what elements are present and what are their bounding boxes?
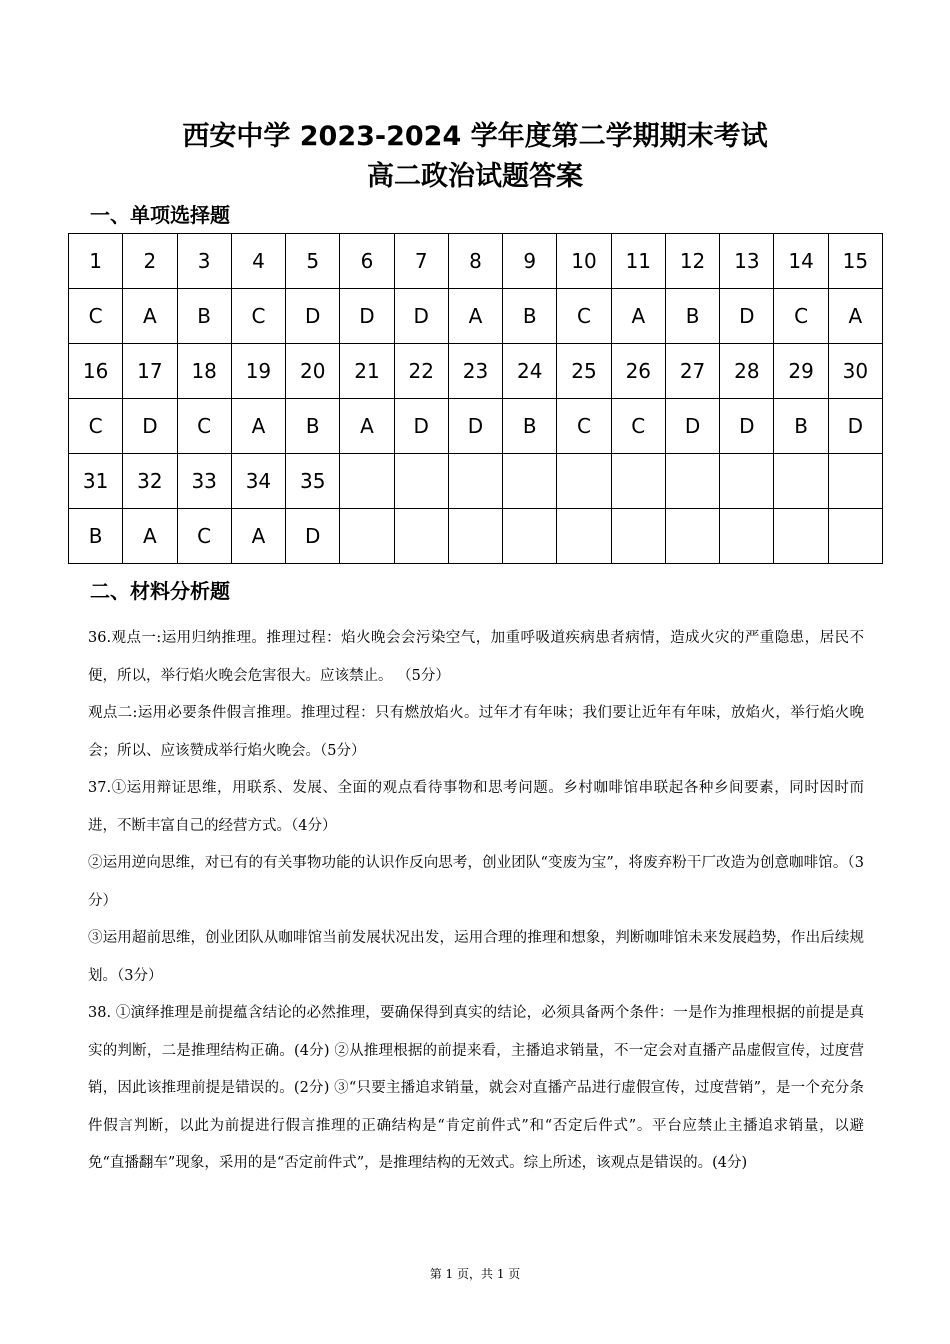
answer-cell: A xyxy=(123,509,177,564)
question-number-row xyxy=(69,454,883,509)
answer-cell: A xyxy=(448,289,502,344)
question-number-cell xyxy=(557,454,611,509)
question-number-cell: 20 xyxy=(286,344,340,399)
question-number-cell: 29 xyxy=(774,344,828,399)
answer-cell: A xyxy=(231,399,285,454)
answer-cell: D xyxy=(720,399,774,454)
answer-cell: B xyxy=(503,289,557,344)
answer-cell: D xyxy=(720,289,774,344)
answer-cell: B xyxy=(69,509,123,564)
answer-cell xyxy=(340,509,394,564)
answer-cell: B xyxy=(286,399,340,454)
question-number-cell: 7 xyxy=(394,234,448,289)
answer-cell xyxy=(394,509,448,564)
answer-cell: D xyxy=(448,399,502,454)
answer-cell: D xyxy=(665,399,719,454)
answer-cell: B xyxy=(774,399,828,454)
question-number-cell: 5 xyxy=(286,234,340,289)
answer-cell: A xyxy=(340,399,394,454)
answer-row xyxy=(69,289,883,344)
answer-cell xyxy=(611,509,665,564)
section-heading-choice: 一、单项选择题 xyxy=(90,203,230,227)
question-number-cell: 32 xyxy=(123,454,177,509)
question-number-cell: 31 xyxy=(69,454,123,509)
question-number-row xyxy=(69,234,883,289)
question-number-cell xyxy=(828,454,882,509)
answer-cell xyxy=(774,509,828,564)
question-number-cell: 10 xyxy=(557,234,611,289)
answer-paragraph: 37.①运用辩证思维，用联系、发展、全面的观点看待事物和思考问题。乡村咖啡馆串联起各种乡间要素，同时因时而进，不断丰富自己的经营方式。（4分） xyxy=(88,780,864,834)
page-subtitle: 高二政治试题答案 xyxy=(367,161,583,192)
answer-cell: C xyxy=(611,399,665,454)
answer-row xyxy=(69,399,883,454)
answer-cell: D xyxy=(394,289,448,344)
answer-cell: D xyxy=(286,289,340,344)
page-title: 西安中学 2023-2024 学年度第二学期期末考试 xyxy=(182,121,768,152)
question-number-cell: 23 xyxy=(448,344,502,399)
answer-cell: D xyxy=(340,289,394,344)
answer-cell: C xyxy=(557,399,611,454)
answer-cell: A xyxy=(611,289,665,344)
question-number-cell: 6 xyxy=(340,234,394,289)
answer-cell: C xyxy=(774,289,828,344)
answer-cell: D xyxy=(286,509,340,564)
question-number-cell xyxy=(665,454,719,509)
question-number-cell: 3 xyxy=(177,234,231,289)
answer-cell xyxy=(665,509,719,564)
question-number-cell: 28 xyxy=(720,344,774,399)
answer-cell: C xyxy=(69,289,123,344)
question-number-cell: 18 xyxy=(177,344,231,399)
answer-cell: A xyxy=(123,289,177,344)
question-number-cell: 27 xyxy=(665,344,719,399)
question-number-cell: 35 xyxy=(286,454,340,509)
answer-row xyxy=(69,509,883,564)
question-number-cell: 13 xyxy=(720,234,774,289)
question-number-cell: 22 xyxy=(394,344,448,399)
question-number-cell: 34 xyxy=(231,454,285,509)
question-number-cell xyxy=(503,454,557,509)
answer-cell: D xyxy=(123,399,177,454)
answer-paragraph: 36.观点一:运用归纳推理。推理过程：焰火晚会会污染空气，加重呼吸道疾病患者病情，造成火灾的严重隐患，居民不便，所以，举行焰火晚会危害很大。应该禁止。 （5分） xyxy=(88,630,864,684)
question-number-cell: 14 xyxy=(774,234,828,289)
answer-cell: C xyxy=(69,399,123,454)
answer-cell xyxy=(720,509,774,564)
question-number-cell: 25 xyxy=(557,344,611,399)
answer-cell xyxy=(448,509,502,564)
question-number-cell: 2 xyxy=(123,234,177,289)
question-number-cell: 21 xyxy=(340,344,394,399)
question-number-cell: 12 xyxy=(665,234,719,289)
section-heading-analysis: 二、材料分析题 xyxy=(90,579,230,603)
answer-cell: A xyxy=(231,509,285,564)
question-number-cell: 30 xyxy=(828,344,882,399)
answer-paragraph: ②运用逆向思维，对已有的有关事物功能的认识作反向思考，创业团队“变废为宝”，将废弃粉干厂改造为创意咖啡馆。（3分） xyxy=(88,855,864,909)
answer-cell xyxy=(557,509,611,564)
answer-cell: D xyxy=(394,399,448,454)
question-number-cell xyxy=(720,454,774,509)
question-number-cell xyxy=(394,454,448,509)
answer-cell xyxy=(828,509,882,564)
answer-cell: C xyxy=(231,289,285,344)
question-number-cell: 33 xyxy=(177,454,231,509)
question-number-cell: 26 xyxy=(611,344,665,399)
question-number-cell xyxy=(611,454,665,509)
page-footer: 第 1 页，共 1 页 xyxy=(429,1267,521,1281)
question-number-cell: 8 xyxy=(448,234,502,289)
answer-cell: C xyxy=(557,289,611,344)
answer-cell: B xyxy=(503,399,557,454)
answer-cell: C xyxy=(177,509,231,564)
answer-paragraph: 38. ①演绎推理是前提蕴含结论的必然推理，要确保得到真实的结论，必须具备两个条件：一是作为推理根据的前提是真实的判断，二是推理结构正确。(4分) ②从推理根据的前提来看，主播追求销量，不一定会对直播产品虚假宣传，过度营销，因此该推理前提是错误的。(2分) ③“只要主播追求销量，就会对直播产品进行虚假宣传，过度营销”，是一个充分条件假言判断，以此为前提进行假言推理的正确结构是“肯定前件式”和“否定后件式”。平台应禁止主播追求销量，以避免“直播翻车”现象，采用的是“否定前件式”，是推理结构的无效式。综上所述，该观点是错误的。(4分) xyxy=(88,1005,864,1171)
answer-paragraph: 观点二:运用必要条件假言推理。推理过程：只有燃放焰火。过年才有年味；我们要让近年有年味，放焰火，举行焰火晚会；所以、应该赞成举行焰火晚会。（5分） xyxy=(88,705,864,759)
question-number-cell: 15 xyxy=(828,234,882,289)
question-number-cell: 16 xyxy=(69,344,123,399)
question-number-cell: 19 xyxy=(231,344,285,399)
question-number-cell xyxy=(448,454,502,509)
answer-cell: B xyxy=(177,289,231,344)
question-number-cell: 11 xyxy=(611,234,665,289)
answer-cell: D xyxy=(828,399,882,454)
question-number-cell xyxy=(774,454,828,509)
answer-cell xyxy=(503,509,557,564)
answer-table xyxy=(68,233,883,564)
question-number-cell: 1 xyxy=(69,234,123,289)
analysis-answers xyxy=(88,620,864,1183)
question-number-cell: 9 xyxy=(503,234,557,289)
answer-cell: B xyxy=(665,289,719,344)
answer-cell: A xyxy=(828,289,882,344)
question-number-cell: 24 xyxy=(503,344,557,399)
question-number-cell: 17 xyxy=(123,344,177,399)
answer-paragraph: ③运用超前思维，创业团队从咖啡馆当前发展状况出发，运用合理的推理和想象，判断咖啡馆未来发展趋势，作出后续规划。（3分） xyxy=(88,930,864,984)
answer-cell: C xyxy=(177,399,231,454)
question-number-cell: 4 xyxy=(231,234,285,289)
question-number-cell xyxy=(340,454,394,509)
question-number-row xyxy=(69,344,883,399)
